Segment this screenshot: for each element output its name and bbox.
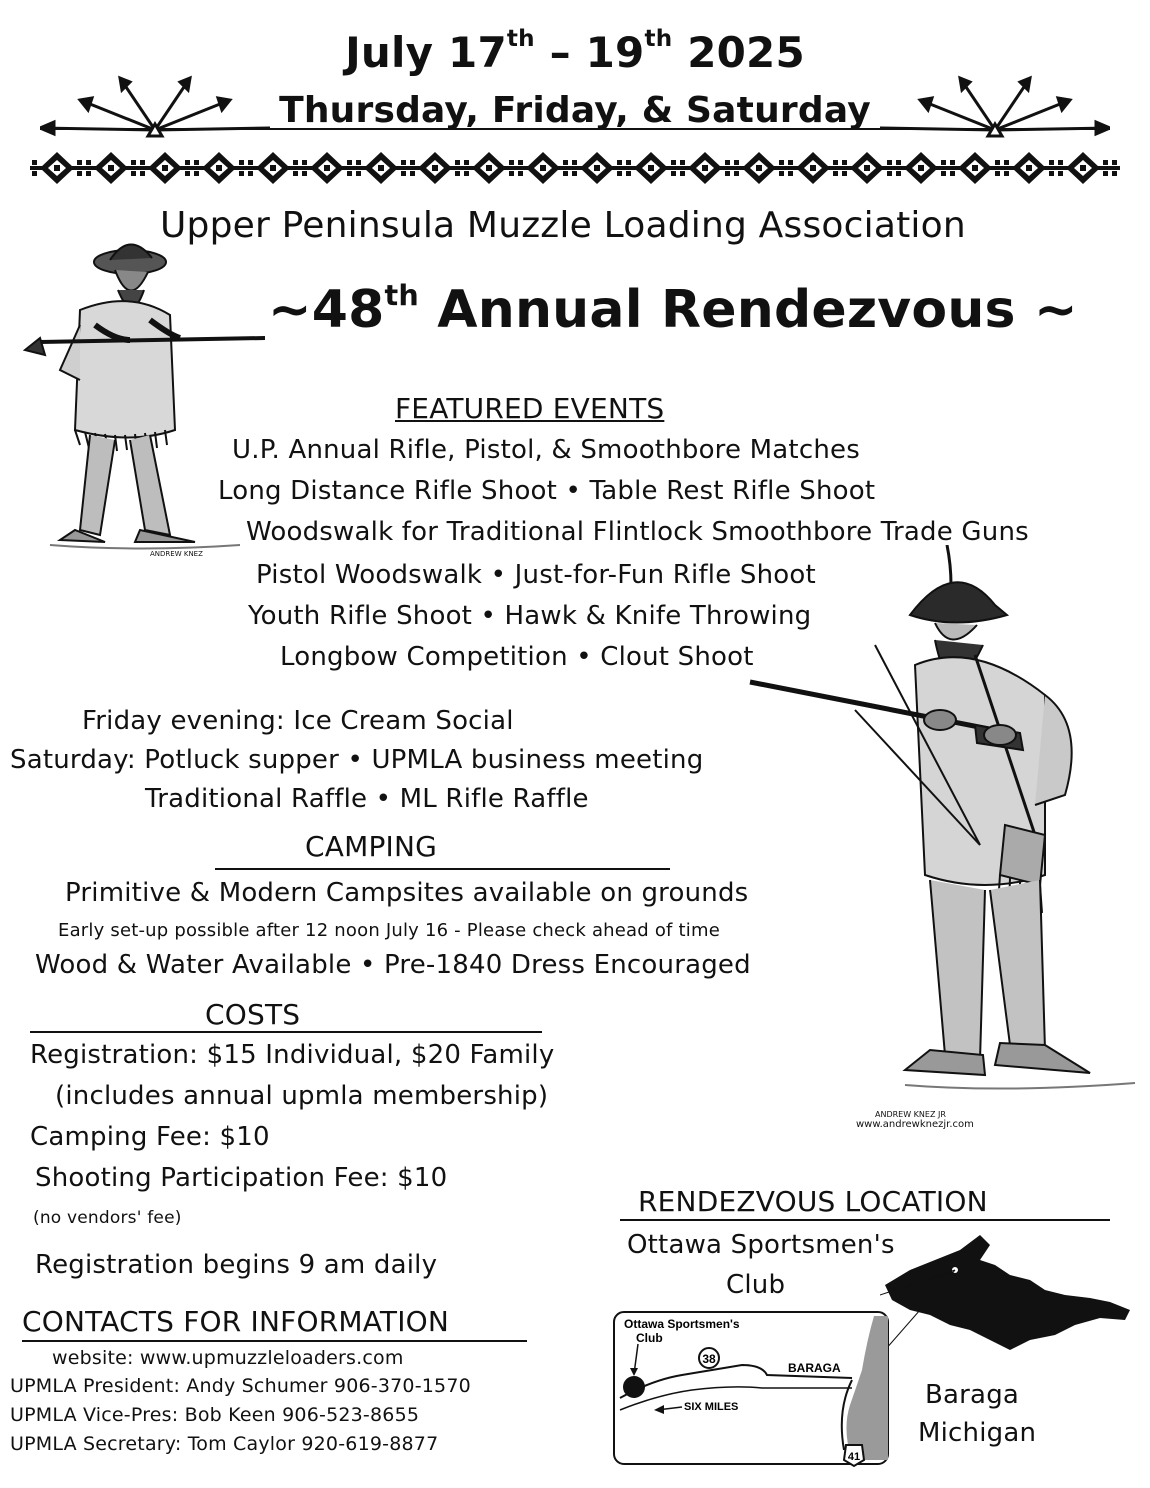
featured-event-line: Longbow Competition • Clout Shoot — [280, 642, 754, 672]
frontiersman-left-illustration — [20, 230, 270, 560]
contact-website[interactable]: website: www.upmuzzleloaders.com — [52, 1347, 404, 1369]
registration-begins: Registration begins 9 am daily — [35, 1250, 438, 1280]
map-club-label: Ottawa Sportsmen's — [624, 1317, 740, 1331]
featured-event-line: Pistol Woodswalk • Just-for-Fun Rifle Shoot — [256, 560, 816, 590]
beadwork-border-icon — [30, 150, 1120, 186]
left-illustration-signature: ANDREW KNEZ — [150, 550, 203, 558]
event-year: 2025 — [687, 28, 805, 77]
costs-heading: COSTS — [205, 998, 301, 1031]
camping-underline — [215, 868, 670, 870]
title-tilde-left: ~ — [268, 280, 312, 340]
organization-name: Upper Peninsula Muzzle Loading Association — [160, 205, 966, 246]
location-heading: RENDEZVOUS LOCATION — [638, 1185, 988, 1218]
date-dash: – — [549, 28, 571, 77]
registration-cost: Registration: $15 Individual, $20 Family — [30, 1040, 555, 1070]
event-number-suffix: th — [384, 278, 419, 312]
event-title — [268, 280, 1078, 340]
location-state: Michigan — [918, 1418, 1037, 1448]
featured-event-line: Long Distance Rifle Shoot • Table Rest Rifle Shoot — [218, 476, 876, 506]
event-number: 48 — [311, 280, 385, 340]
contacts-heading: CONTACTS FOR INFORMATION — [22, 1305, 450, 1338]
featured-event-line: Woodswalk for Traditional Flintlock Smoothbore Trade Guns — [246, 517, 1029, 547]
location-city: Baraga — [925, 1380, 1020, 1410]
contact-vice-president: UPMLA Vice-Pres: Bob Keen 906-523-8655 — [10, 1404, 420, 1426]
title-tilde-right: ~ — [1034, 280, 1078, 340]
location-club-name: Ottawa Sportsmen's — [627, 1230, 895, 1260]
registration-includes: (includes annual upmla membership) — [55, 1081, 549, 1111]
event-name: Annual Rendezvous — [437, 280, 1016, 340]
contacts-underline — [22, 1340, 527, 1342]
start-date-suffix: th — [506, 26, 535, 52]
highway-41-label: 41 — [847, 1451, 861, 1463]
map-distance-label: SIX MILES — [684, 1401, 739, 1413]
upper-peninsula-map-icon — [880, 1230, 1138, 1360]
location-club-name-2: Club — [726, 1270, 786, 1300]
end-date-suffix: th — [644, 26, 673, 52]
featured-event-line: U.P. Annual Rifle, Pistol, & Smoothbore Matches — [232, 435, 860, 465]
map-club-label-2: Club — [636, 1331, 663, 1345]
no-vendors-fee: (no vendors' fee) — [33, 1208, 182, 1228]
arrow-fan-left-icon — [40, 70, 270, 140]
contact-president: UPMLA President: Andy Schumer 906-370-1570 — [10, 1375, 471, 1397]
directions-map — [612, 1310, 892, 1470]
days-underline — [270, 128, 880, 130]
map-town-label: BARAGA — [788, 1361, 841, 1375]
frontiersman-right-illustration — [745, 545, 1140, 1135]
camping-early-setup: Early set-up possible after 12 noon July 16 - Please check ahead of time — [58, 920, 720, 941]
arrow-fan-right-icon — [880, 70, 1110, 140]
right-illustration-signature: ANDREW KNEZ JR — [875, 1110, 946, 1119]
route-38-label: 38 — [702, 1352, 716, 1366]
social-line: Saturday: Potluck supper • UPMLA business meeting — [10, 745, 704, 775]
camping-amenities: Wood & Water Available • Pre-1840 Dress Encouraged — [35, 950, 751, 980]
featured-event-line: Youth Rifle Shoot • Hawk & Knife Throwing — [248, 601, 812, 631]
start-date: July 17 — [345, 28, 507, 77]
location-underline — [620, 1219, 1110, 1221]
shooting-fee: Shooting Participation Fee: $10 — [35, 1163, 448, 1193]
camping-sites: Primitive & Modern Campsites available on grounds — [65, 878, 749, 908]
costs-underline — [30, 1031, 542, 1033]
end-date: 19 — [585, 28, 645, 77]
event-days: Thursday, Friday, & Saturday — [279, 90, 871, 131]
featured-events-heading: FEATURED EVENTS — [395, 392, 665, 425]
social-line: Friday evening: Ice Cream Social — [82, 706, 514, 736]
artist-website: www.andrewknezjr.com — [856, 1119, 974, 1130]
contact-secretary: UPMLA Secretary: Tom Caylor 920-619-8877 — [10, 1433, 439, 1455]
camping-fee: Camping Fee: $10 — [30, 1122, 270, 1152]
camping-heading: CAMPING — [305, 830, 438, 863]
social-line: Traditional Raffle • ML Rifle Raffle — [145, 784, 589, 814]
